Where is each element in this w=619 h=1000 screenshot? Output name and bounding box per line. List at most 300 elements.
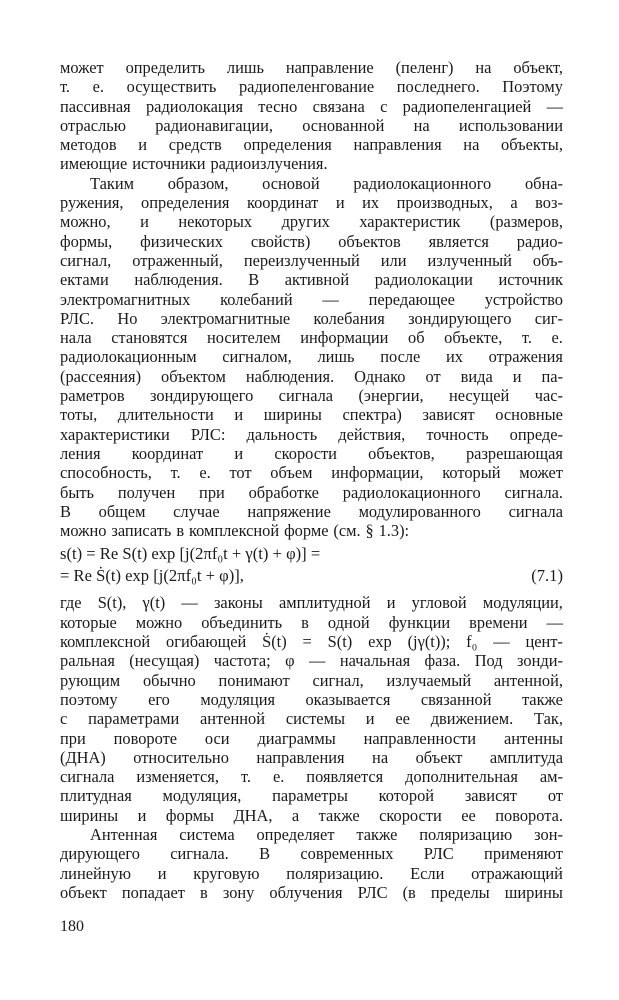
word: направления (353, 135, 442, 155)
text-line (60, 135, 563, 154)
word: поворота. (495, 805, 563, 825)
word: модуляции, (482, 593, 563, 613)
word: т. (521, 328, 532, 348)
word: и (234, 405, 244, 425)
word: е. (199, 463, 211, 483)
text-line (60, 593, 563, 612)
equation-number: (7.1) (531, 566, 563, 586)
word: после (380, 347, 421, 367)
word: ширины (263, 405, 322, 425)
word: ДНА, (233, 805, 273, 825)
word: параметрами (88, 709, 180, 729)
text-line (60, 729, 563, 748)
word: точность (426, 424, 489, 444)
word: электромагнитные (160, 308, 291, 328)
word: зону (222, 882, 255, 902)
word: наблюдения. (134, 270, 223, 290)
word: также (318, 805, 360, 825)
word: имеющие (60, 154, 128, 174)
word: обычно (142, 670, 196, 690)
word: антенной (200, 709, 266, 729)
word: радиолокационного (353, 173, 492, 193)
word: напряжение (247, 501, 331, 521)
word: может (60, 58, 104, 77)
word: свойств) (250, 231, 311, 251)
word: относительно (133, 747, 229, 767)
word: 1.3): (378, 521, 410, 541)
word: радиолокационным (60, 347, 197, 367)
text-line (60, 193, 563, 212)
word: повороте (113, 728, 178, 748)
word: передающее (368, 289, 455, 309)
word: (рассеяния) (60, 366, 142, 386)
word: S(t) (327, 632, 353, 652)
word: рующим (60, 670, 121, 690)
word: РЛС. (60, 308, 95, 328)
word: объем (270, 463, 313, 483)
word: объектом (161, 366, 226, 386)
word: Таким (90, 173, 134, 193)
word: ам- (539, 767, 563, 787)
word: в (301, 612, 309, 632)
word: вида (460, 366, 493, 386)
text-line (60, 690, 563, 709)
word: его (148, 689, 170, 709)
word: зависят (422, 405, 475, 425)
word: определения (141, 193, 230, 213)
text-line (60, 367, 563, 386)
word: переизлученный (243, 250, 360, 270)
word: ширины (60, 805, 119, 825)
word: определить (125, 58, 206, 77)
word: (пеленг) (395, 58, 454, 77)
text-line (60, 328, 563, 347)
word: отражающий (471, 863, 563, 883)
word: f₀ (466, 632, 478, 652)
word: (размеров, (489, 212, 563, 232)
text-line (60, 290, 563, 309)
word: колебания (313, 308, 385, 328)
word: спектра) (342, 405, 402, 425)
word: оси (204, 728, 230, 748)
word: излучаемый (386, 670, 472, 690)
word: также (521, 689, 563, 709)
word: и (335, 193, 345, 213)
word: от (547, 786, 563, 806)
word: можно (135, 612, 183, 632)
word: § (365, 521, 374, 541)
text-line (60, 232, 563, 251)
word: объекте, (444, 328, 503, 348)
word: некоторых (178, 212, 253, 232)
word: скорости (379, 805, 442, 825)
word: информации (300, 328, 389, 348)
word: — (322, 289, 339, 309)
word: а (510, 193, 518, 213)
word: осуществить (126, 77, 217, 97)
word: дополнительная (405, 767, 518, 787)
word: движением. (430, 709, 514, 729)
word: начальная (339, 651, 411, 671)
word: определения (243, 135, 332, 155)
text-line (60, 270, 563, 289)
word: электромагнитных (60, 289, 191, 309)
word: в (176, 521, 185, 541)
word: законы (213, 593, 263, 613)
word: времени (469, 612, 528, 632)
word: сигнала. (504, 482, 563, 502)
text-line (60, 806, 563, 825)
word: также (356, 824, 398, 844)
word: производных, (396, 193, 493, 213)
word: линейную (60, 863, 131, 883)
word: объект (415, 747, 463, 767)
text-line (60, 174, 563, 193)
word: радио- (516, 231, 563, 251)
word: понимают (218, 670, 290, 690)
word: радиолокации (374, 270, 473, 290)
text-line (60, 825, 563, 844)
text-line (60, 748, 563, 767)
word: может (519, 463, 563, 483)
word: нала (60, 328, 92, 348)
word: ее (395, 709, 410, 729)
word: (энергии, (358, 386, 424, 406)
word: образом, (167, 173, 229, 193)
word: и (386, 593, 396, 613)
word: объект, (513, 58, 563, 77)
word: Если (410, 863, 445, 883)
word: Под (474, 651, 503, 671)
word: становятся (111, 328, 188, 348)
word: объектов, (368, 443, 435, 463)
word: (в (402, 882, 416, 902)
word: использовании (458, 115, 563, 135)
word: объект (60, 882, 107, 902)
word: (см. (333, 521, 361, 541)
word: обна- (524, 173, 563, 193)
word: оказывается (305, 689, 391, 709)
word: сиг- (534, 308, 563, 328)
word: ральная (60, 651, 115, 671)
word: облучения (269, 882, 343, 902)
word: основные (495, 405, 563, 425)
word: раметров (60, 386, 125, 406)
text-line (60, 671, 563, 690)
word: носителем (206, 328, 281, 348)
word: система (179, 824, 235, 844)
word: общем (98, 501, 146, 521)
text-line (60, 347, 563, 366)
word: на (372, 747, 389, 767)
word: ее (461, 805, 476, 825)
word: основой (262, 173, 320, 193)
text-line (60, 483, 563, 502)
word: объектов (338, 231, 401, 251)
word: которой (378, 786, 435, 806)
word: и (137, 805, 147, 825)
word: сигнала (60, 767, 115, 787)
word: В (248, 270, 260, 290)
word: или (380, 250, 407, 270)
text-line (60, 116, 563, 135)
word: пределы (430, 882, 490, 902)
word: Так, (534, 709, 563, 729)
word: радиолокация (145, 96, 243, 116)
word: Поэтому (502, 77, 563, 97)
word: где (60, 593, 82, 613)
word: информации, (331, 463, 424, 483)
word: тесно (258, 96, 298, 116)
word: тот (229, 463, 252, 483)
word: — (546, 96, 563, 116)
word: системы (285, 709, 345, 729)
word: отраслью (60, 115, 126, 135)
word: Антенная (90, 824, 158, 844)
word: воз- (535, 193, 563, 213)
word: (ДНА) (60, 747, 106, 767)
word: координат (131, 443, 204, 463)
text-line (60, 405, 563, 424)
word: диаграммы (257, 728, 336, 748)
word: обработке (248, 482, 319, 502)
word: действия, (338, 424, 406, 444)
word: отражения (488, 347, 563, 367)
word: дальность (246, 424, 318, 444)
word: координат (246, 193, 319, 213)
word: комплексной (60, 632, 151, 652)
word: форме (284, 521, 329, 541)
word: связана (312, 96, 365, 116)
word: радиолокационного (342, 482, 481, 502)
word: тоты, (60, 405, 98, 425)
word: РЛС (423, 844, 454, 864)
text-line (60, 613, 563, 632)
word: несущей (448, 386, 510, 406)
text-line (60, 97, 563, 116)
word: поляризацию (419, 824, 513, 844)
word: поэтому (60, 689, 118, 709)
word: радиопеленгацией (402, 96, 532, 116)
word: огибающей (166, 632, 247, 652)
word: и (365, 709, 375, 729)
word: активной (284, 270, 350, 290)
word: модулированного (358, 501, 481, 521)
word: об (408, 328, 425, 348)
word: записать (111, 521, 172, 541)
word: применяют (484, 844, 563, 864)
word: характеристик (359, 212, 461, 232)
word: колебаний (220, 289, 293, 309)
text-line (60, 883, 563, 902)
word: сигнал, (312, 670, 364, 690)
word: направление (285, 58, 374, 77)
word: па- (541, 366, 563, 386)
word: модуляция, (162, 786, 242, 806)
word: на (475, 58, 492, 77)
word: комплексной (188, 521, 280, 541)
word: получен (117, 482, 176, 502)
word: от (425, 366, 441, 386)
word: ширины (504, 882, 563, 902)
word: В (259, 844, 271, 864)
word: цент- (525, 632, 563, 652)
text-line (60, 212, 563, 231)
word: РЛС: (190, 424, 226, 444)
word: формы, (60, 231, 113, 251)
text-line (60, 521, 563, 540)
word: амплитудной (278, 593, 371, 613)
word: дирующего (60, 844, 140, 864)
word: — (309, 651, 326, 671)
word: который (442, 463, 501, 483)
text-line (60, 425, 563, 444)
word: антенны (503, 728, 563, 748)
word: физических (140, 231, 223, 251)
word: т. (170, 463, 181, 483)
word: радиопеленгование (238, 77, 375, 97)
text-line (60, 844, 563, 863)
text-line (60, 386, 563, 405)
word: параметры (272, 786, 348, 806)
word: поляризацию. (286, 863, 384, 883)
word: с (60, 709, 68, 729)
word: сигнала (508, 501, 563, 521)
paragraph-block-1 (60, 58, 563, 540)
word: = (302, 632, 312, 652)
formula-line-1 (60, 543, 563, 565)
word: методов (60, 135, 117, 155)
word: фаза. (424, 651, 461, 671)
page-number: 180 (60, 918, 84, 935)
formula-text-2: = Re Ṡ(t) exp [j(2πf₀t + φ)], (60, 566, 244, 586)
word: опреде- (509, 424, 563, 444)
word: других (281, 212, 330, 232)
text-line (60, 502, 563, 521)
word: плитудная (60, 786, 132, 806)
word: — (181, 593, 198, 613)
word: лишь (317, 347, 355, 367)
word: — (493, 632, 510, 652)
word: на (463, 135, 480, 155)
word: их (446, 347, 463, 367)
word: т. (240, 767, 251, 787)
word: и (138, 135, 148, 155)
word: попадает (121, 882, 185, 902)
word: зон- (534, 824, 563, 844)
word: (jγ(t)); (407, 632, 451, 652)
word: является (428, 231, 489, 251)
word: быть (60, 482, 94, 502)
word: способность, (60, 463, 152, 483)
text-line (60, 77, 563, 96)
word: exp (368, 632, 392, 652)
word: формы (165, 805, 215, 825)
word: и (140, 212, 149, 232)
word: современных (300, 844, 394, 864)
formula-line-2 (60, 565, 563, 587)
word: характеристики (60, 424, 170, 444)
text-line (60, 632, 563, 651)
word: изменяется, (136, 767, 219, 787)
word: с (380, 96, 388, 116)
word: средств (168, 135, 222, 155)
word: модуляция (200, 689, 276, 709)
word: объекты, (501, 135, 563, 155)
word: сигнала. (170, 844, 229, 864)
word: отраженный, (132, 250, 223, 270)
word: е. (551, 328, 563, 348)
text-line (60, 767, 563, 786)
word: а (291, 805, 300, 825)
word: связанной (420, 689, 492, 709)
word: основанной (302, 115, 385, 135)
word: частота; (213, 651, 271, 671)
text-line (60, 444, 563, 463)
text-line (60, 463, 563, 482)
word: разрешающая (465, 443, 563, 463)
word: угловой (411, 593, 467, 613)
word: сигналом, (222, 347, 292, 367)
word: при (199, 482, 225, 502)
text-line (60, 309, 563, 328)
word: в (200, 882, 208, 902)
word: Однако (354, 366, 406, 386)
word: радиоизлучения. (210, 154, 328, 174)
word: пассивная (60, 96, 131, 116)
word: зондирующего (408, 308, 512, 328)
word: можно (60, 521, 107, 541)
text-line (60, 154, 563, 173)
word: можно, (60, 212, 111, 232)
word: и (234, 443, 244, 463)
word: зонди- (517, 651, 563, 671)
word: амплитуда (489, 747, 563, 767)
word: определяет (256, 824, 335, 844)
word: е. (92, 77, 105, 97)
word: радионавигации, (155, 115, 273, 135)
word: S(t), (97, 593, 127, 613)
word: которые (60, 612, 117, 632)
word: φ (285, 651, 295, 671)
word: длительности (117, 405, 214, 425)
word: зондирующего (150, 386, 254, 406)
word: лишь (226, 58, 264, 77)
word: е. (272, 767, 285, 787)
word: час- (534, 386, 563, 406)
word: т. (60, 77, 71, 97)
word: устройство (484, 289, 563, 309)
word: их (362, 193, 380, 213)
word: объ- (532, 250, 563, 270)
word: сигнал, (60, 250, 112, 270)
word: круговую (193, 863, 260, 883)
word: ектами (60, 270, 109, 290)
word: Но (117, 308, 138, 328)
word: источник (498, 270, 563, 290)
word: и (512, 366, 522, 386)
word: ления (60, 443, 101, 463)
word: функции (388, 612, 451, 632)
word: ружения, (60, 193, 124, 213)
word: — (546, 612, 563, 632)
text-line (60, 864, 563, 883)
text-line (60, 709, 563, 728)
word: появляется (306, 767, 384, 787)
word: излученный (427, 250, 512, 270)
word: γ(t) (142, 593, 166, 613)
formula-text-1: s(t) = Re S(t) exp [j(2πf₀t + γ(t) + φ)] = (60, 544, 321, 564)
